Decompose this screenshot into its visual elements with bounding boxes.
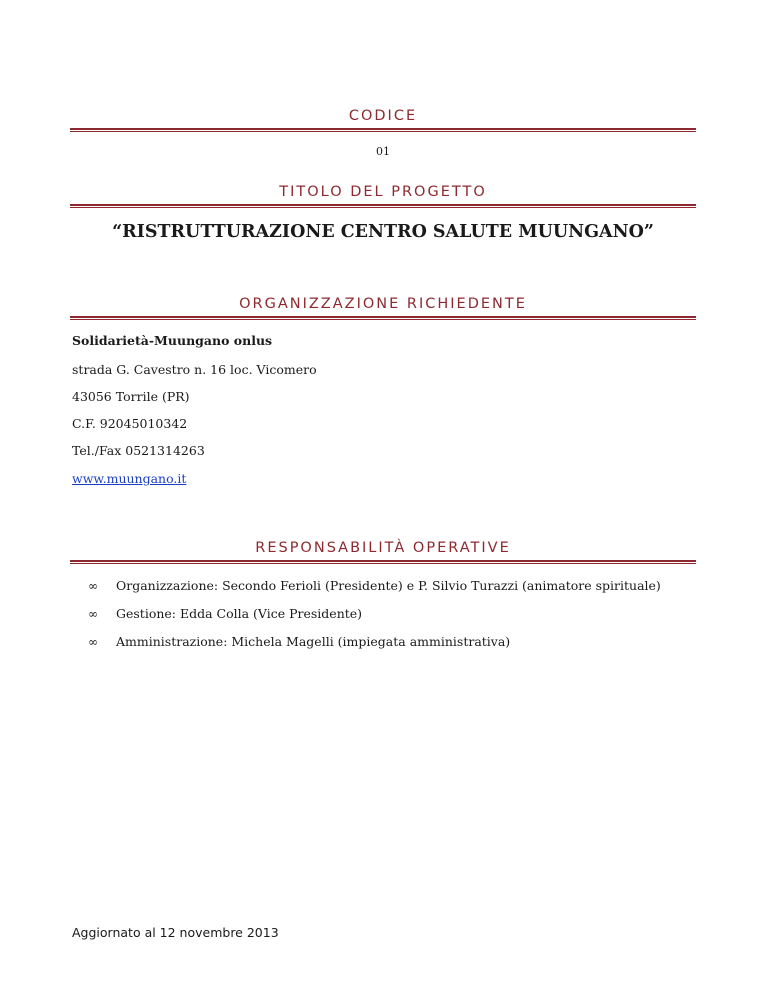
- responsabilita-rule: [70, 560, 696, 564]
- organization-phone: Tel./Fax 0521314263: [72, 443, 205, 458]
- organization-website-row: [72, 471, 186, 486]
- infinity-bullet-icon: ∞: [88, 579, 98, 593]
- organization-address: strada G. Cavestro n. 16 loc. Vicomero: [72, 362, 317, 377]
- organization-name: Solidarietà-Muungano onlus: [72, 333, 273, 348]
- list-item: [88, 578, 661, 593]
- codice-value: 01: [376, 145, 390, 158]
- infinity-bullet-icon: ∞: [88, 607, 98, 621]
- codice-rule: [70, 128, 696, 132]
- codice-heading: CODICE: [348, 108, 418, 124]
- updated-date-note: Aggiornato al 12 novembre 2013: [72, 925, 279, 940]
- infinity-bullet-icon: ∞: [88, 635, 98, 649]
- organization-website-link[interactable]: www.muungano.it: [72, 471, 187, 486]
- list-item-text: Organizzazione: Secondo Ferioli (Presidente) e P. Silvio Turazzi (animatore spirituale): [116, 578, 661, 593]
- responsabilita-heading: RESPONSABILITÀ OPERATIVE: [255, 540, 511, 556]
- project-title: “RISTRUTTURAZIONE CENTRO SALUTE MUUNGANO”: [112, 222, 654, 242]
- titolo-heading: TITOLO DEL PROGETTO: [279, 184, 487, 200]
- organizzazione-rule: [70, 316, 696, 320]
- list-item: [88, 606, 362, 621]
- list-item-text: Amministrazione: Michela Magelli (impiegata amministrativa): [116, 634, 511, 649]
- organization-city: 43056 Torrile (PR): [72, 389, 190, 404]
- organizzazione-heading: ORGANIZZAZIONE RICHIEDENTE: [239, 296, 527, 312]
- titolo-rule: [70, 204, 696, 208]
- organization-fiscal-code: C.F. 92045010342: [72, 416, 188, 431]
- list-item-text: Gestione: Edda Colla (Vice Presidente): [116, 606, 363, 621]
- list-item: [88, 634, 510, 649]
